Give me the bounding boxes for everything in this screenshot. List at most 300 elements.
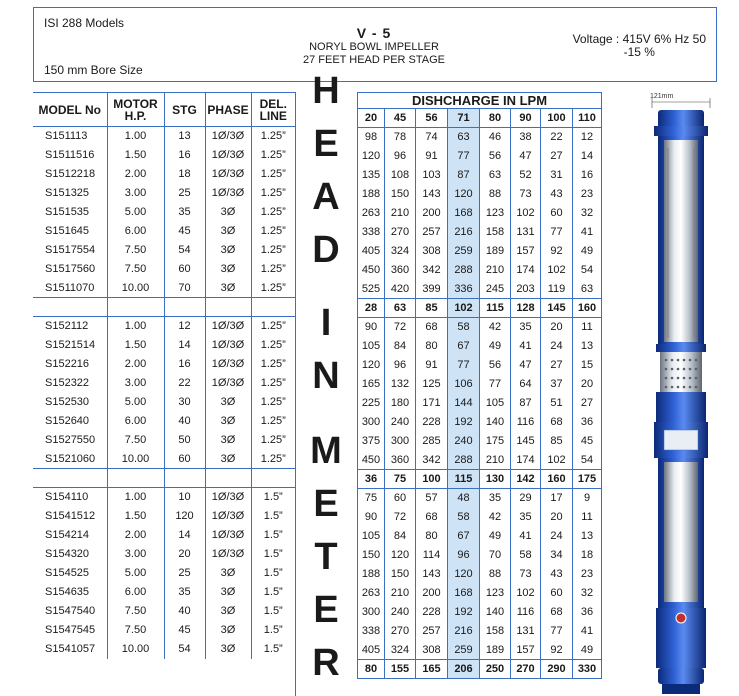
del-cell: 1.25” (251, 260, 295, 279)
head-cell: 9 (573, 489, 602, 508)
head-cell: 11 (573, 318, 602, 337)
head-cell: 20 (541, 508, 573, 527)
head-cell: 263 (358, 584, 385, 603)
head-cell: 58 (448, 318, 480, 337)
flow-cell: 28 (358, 299, 385, 318)
table-row (33, 488, 295, 507)
head-cell: 116 (511, 603, 541, 622)
head-cell: 72 (385, 318, 416, 337)
blank-cell (251, 469, 295, 488)
stg-cell: 45 (164, 222, 205, 241)
head-cell: 63 (480, 166, 511, 185)
vertical-letter: N (312, 355, 340, 397)
head-cell: 43 (541, 185, 573, 204)
vertical-letter: A (312, 176, 340, 218)
head-cell: 140 (480, 603, 511, 622)
hp-cell: 10.00 (107, 640, 164, 659)
head-row (358, 565, 602, 584)
head-cell: 144 (448, 394, 480, 413)
flow-cell: 80 (358, 660, 385, 679)
model-cell: S151645 (45, 225, 90, 237)
head-cell: 58 (511, 546, 541, 565)
flow-cell: 206 (448, 660, 480, 679)
table-row (33, 640, 295, 659)
blank-row (33, 298, 295, 317)
head-cell: 47 (511, 147, 541, 166)
hp-cell: 7.50 (107, 260, 164, 279)
phase-cell: 1Ø/3Ø (205, 184, 251, 203)
head-cell: 145 (511, 432, 541, 451)
flow-cell: 36 (358, 470, 385, 489)
head-cell: 43 (541, 565, 573, 584)
head-cell: 210 (480, 451, 511, 470)
head-cell: 54 (573, 261, 602, 280)
flow-cell: 90 (511, 109, 541, 128)
head-cell: 171 (416, 394, 448, 413)
stg-cell: 120 (164, 507, 205, 526)
head-cell: 188 (358, 185, 385, 204)
model-cell: S154214 (45, 529, 90, 541)
head-cell: 15 (573, 356, 602, 375)
head-cell: 96 (385, 147, 416, 166)
model-cell: S154635 (45, 586, 90, 598)
head-cell: 150 (358, 546, 385, 565)
head-cell: 200 (416, 204, 448, 223)
hp-cell: 1.00 (107, 317, 164, 336)
del-cell: 1.5” (251, 583, 295, 602)
blank-cell (107, 469, 164, 488)
model-cell: S152216 (45, 358, 90, 370)
del-cell: 1.25” (251, 222, 295, 241)
head-cell: 77 (541, 622, 573, 641)
hp-cell: 6.00 (107, 412, 164, 431)
head-cell: 11 (573, 508, 602, 527)
head-cell: 174 (511, 261, 541, 280)
flow-cell: 128 (511, 299, 541, 318)
flow-cell: 250 (480, 660, 511, 679)
head-cell: 32 (573, 204, 602, 223)
del-cell: 1.5” (251, 621, 295, 640)
head-cell: 285 (416, 432, 448, 451)
del-cell: 1.5” (251, 488, 295, 507)
hp-cell: 10.00 (107, 279, 164, 298)
voltage-line-1: Voltage : 415V 6% Hz 50 (572, 32, 706, 46)
flow-cell: 165 (416, 660, 448, 679)
del-cell: 1.5” (251, 602, 295, 621)
head-cell: 84 (385, 337, 416, 356)
head-cell: 259 (448, 641, 480, 660)
hp-cell: 7.50 (107, 241, 164, 260)
del-cell: 1.25” (251, 450, 295, 469)
hp-cell: 5.00 (107, 203, 164, 222)
head-cell: 49 (480, 337, 511, 356)
head-cell: 56 (480, 356, 511, 375)
head-cell: 60 (385, 489, 416, 508)
stg-cell: 14 (164, 526, 205, 545)
head-row (358, 375, 602, 394)
phase-cell: 1Ø/3Ø (205, 355, 251, 374)
head-cell: 23 (573, 565, 602, 584)
model-cell: S1517554 (45, 244, 96, 256)
head-cell: 300 (358, 603, 385, 622)
table-row (33, 336, 295, 355)
flow-cell: 100 (541, 109, 573, 128)
head-cell: 131 (511, 223, 541, 242)
head-cell: 98 (358, 128, 385, 147)
model-cell: S152640 (45, 415, 90, 427)
flow-row (358, 109, 602, 128)
model-cell: S152112 (45, 320, 89, 333)
phase-cell: 3Ø (205, 640, 251, 659)
table-row (33, 564, 295, 583)
phase-cell: 1Ø/3Ø (205, 317, 251, 336)
phase-cell: 3Ø (205, 203, 251, 222)
head-cell: 120 (448, 565, 480, 584)
head-cell: 88 (480, 565, 511, 584)
phase-cell: 3Ø (205, 393, 251, 412)
phase-cell: 3Ø (205, 621, 251, 640)
flow-cell: 75 (385, 470, 416, 489)
head-row (358, 166, 602, 185)
col-phase-header: PHASE (205, 93, 251, 127)
head-cell: 96 (385, 356, 416, 375)
flow-cell: 63 (385, 299, 416, 318)
head-cell: 158 (480, 223, 511, 242)
head-cell: 20 (541, 318, 573, 337)
stg-cell: 16 (164, 146, 205, 165)
head-cell: 80 (416, 527, 448, 546)
hp-cell: 7.50 (107, 621, 164, 640)
phase-cell: 3Ø (205, 583, 251, 602)
head-cell: 203 (511, 280, 541, 299)
phase-cell: 3Ø (205, 279, 251, 298)
head-cell: 288 (448, 261, 480, 280)
head-cell: 210 (385, 204, 416, 223)
flow-cell: 330 (573, 660, 602, 679)
table-row (33, 146, 295, 165)
table-row (33, 621, 295, 640)
head-cell: 87 (448, 166, 480, 185)
head-row (358, 394, 602, 413)
table-row (33, 450, 295, 469)
head-cell: 63 (573, 280, 602, 299)
head-cell: 60 (541, 204, 573, 223)
head-cell: 300 (358, 413, 385, 432)
head-row (358, 508, 602, 527)
head-cell: 216 (448, 223, 480, 242)
head-cell: 140 (480, 413, 511, 432)
head-cell: 525 (358, 280, 385, 299)
head-cell: 150 (385, 185, 416, 204)
head-cell: 68 (541, 603, 573, 622)
flow-cell: 155 (385, 660, 416, 679)
flow-cell: 160 (541, 470, 573, 489)
head-row (358, 356, 602, 375)
hp-cell: 6.00 (107, 222, 164, 241)
blank-cell (205, 469, 251, 488)
model-cell: S1547545 (45, 624, 96, 636)
phase-cell: 3Ø (205, 564, 251, 583)
head-cell: 68 (541, 413, 573, 432)
phase-cell: 1Ø/3Ø (205, 374, 251, 393)
head-cell: 49 (480, 527, 511, 546)
flow-cell: 270 (511, 660, 541, 679)
head-cell: 96 (448, 546, 480, 565)
head-cell: 49 (573, 641, 602, 660)
head-cell: 336 (448, 280, 480, 299)
stg-cell: 40 (164, 602, 205, 621)
head-cell: 360 (385, 451, 416, 470)
stg-cell: 35 (164, 203, 205, 222)
hp-cell: 2.00 (107, 526, 164, 545)
col-del-header: DEL. LINE (251, 93, 295, 127)
stg-cell: 22 (164, 374, 205, 393)
flow-cell: 100 (416, 470, 448, 489)
pump-illustration (628, 88, 739, 696)
hp-cell: 1.50 (107, 507, 164, 526)
del-cell: 1.25” (251, 203, 295, 222)
head-row (358, 185, 602, 204)
flow-cell: 142 (511, 470, 541, 489)
head-cell: 308 (416, 641, 448, 660)
head-cell: 92 (541, 641, 573, 660)
stg-cell: 18 (164, 165, 205, 184)
head-cell: 41 (573, 622, 602, 641)
phase-cell: 1Ø/3Ø (205, 545, 251, 564)
vertical-letter: H (312, 70, 340, 112)
head-cell: 324 (385, 641, 416, 660)
head-cell: 257 (416, 622, 448, 641)
phase-cell: 3Ø (205, 602, 251, 621)
model-cell: S1521514 (45, 339, 96, 351)
head-cell: 68 (416, 318, 448, 337)
head-cell: 157 (511, 641, 541, 660)
head-cell: 270 (385, 622, 416, 641)
stg-cell: 45 (164, 621, 205, 640)
head-cell: 200 (416, 584, 448, 603)
head-cell: 77 (480, 375, 511, 394)
flow-cell: 20 (358, 109, 385, 128)
head-cell: 132 (385, 375, 416, 394)
vertical-head-in-meter (295, 70, 357, 696)
head-row (358, 432, 602, 451)
model-cell: S152322 (45, 377, 90, 389)
head-cell: 192 (448, 603, 480, 622)
head-cell: 85 (541, 432, 573, 451)
model-cell: S1527550 (45, 434, 96, 446)
head-cell: 263 (358, 204, 385, 223)
head-row (358, 280, 602, 299)
isi-models-label: ISI 288 Models (44, 16, 125, 30)
head-cell: 23 (573, 185, 602, 204)
stg-cell: 14 (164, 336, 205, 355)
model-cell: S152530 (45, 396, 90, 408)
flow-cell: 130 (480, 470, 511, 489)
head-row (358, 147, 602, 166)
hp-cell: 3.00 (107, 374, 164, 393)
table-row (33, 583, 295, 602)
head-cell: 16 (573, 166, 602, 185)
del-cell: 1.25” (251, 431, 295, 450)
stg-cell: 25 (164, 184, 205, 203)
phase-cell: 3Ø (205, 450, 251, 469)
head-cell: 102 (511, 584, 541, 603)
head-cell: 29 (511, 489, 541, 508)
head-cell: 106 (448, 375, 480, 394)
vertical-letter: E (313, 483, 339, 525)
head-row (358, 128, 602, 147)
header-box (33, 7, 717, 82)
phase-cell: 3Ø (205, 222, 251, 241)
head-cell: 143 (416, 565, 448, 584)
del-cell: 1.25” (251, 165, 295, 184)
stg-cell: 60 (164, 260, 205, 279)
head-cell: 84 (385, 527, 416, 546)
head-cell: 49 (573, 242, 602, 261)
head-cell: 175 (480, 432, 511, 451)
footer-flow-row (358, 660, 602, 679)
flow-row (358, 299, 602, 318)
stg-cell: 13 (164, 127, 205, 146)
hp-cell: 1.50 (107, 336, 164, 355)
head-cell: 20 (573, 375, 602, 394)
stg-cell: 30 (164, 393, 205, 412)
model-cell: S151325 (45, 187, 90, 199)
head-cell: 58 (448, 508, 480, 527)
blank-cell (33, 298, 107, 317)
stg-cell: 25 (164, 564, 205, 583)
head-cell: 245 (480, 280, 511, 299)
head-cell: 22 (541, 128, 573, 147)
blank-cell (205, 298, 251, 317)
head-cell: 67 (448, 337, 480, 356)
head-row (358, 622, 602, 641)
head-cell: 38 (511, 128, 541, 147)
head-cell: 24 (541, 527, 573, 546)
stg-cell: 20 (164, 545, 205, 564)
head-cell: 56 (480, 147, 511, 166)
head-cell: 342 (416, 261, 448, 280)
head-cell: 32 (573, 584, 602, 603)
vertical-letter: T (314, 536, 338, 578)
head-cell: 51 (541, 394, 573, 413)
head-cell: 73 (511, 185, 541, 204)
head-cell: 102 (541, 451, 573, 470)
flow-cell: 115 (480, 299, 511, 318)
flow-cell: 56 (416, 109, 448, 128)
phase-cell: 3Ø (205, 260, 251, 279)
head-cell: 131 (511, 622, 541, 641)
head-cell: 27 (541, 147, 573, 166)
del-cell: 1.25” (251, 393, 295, 412)
table-row (33, 412, 295, 431)
blank-cell (251, 298, 295, 317)
head-cell: 12 (573, 128, 602, 147)
voltage-block (573, 33, 706, 59)
table-row (33, 260, 295, 279)
model-title: V - 5 (356, 25, 392, 41)
hp-cell: 10.00 (107, 450, 164, 469)
head-cell: 74 (416, 128, 448, 147)
flow-cell: 115 (448, 470, 480, 489)
head-cell: 41 (573, 223, 602, 242)
stg-cell: 54 (164, 640, 205, 659)
model-cell: S1511070 (45, 281, 95, 294)
phase-cell: 1Ø/3Ø (205, 526, 251, 545)
head-cell: 41 (511, 527, 541, 546)
flow-cell: 290 (541, 660, 573, 679)
del-cell: 1.25” (251, 146, 295, 165)
pump-dimension-label: 121mm (650, 93, 674, 100)
head-cell: 103 (416, 166, 448, 185)
head-cell: 338 (358, 223, 385, 242)
head-cell: 13 (573, 337, 602, 356)
head-cell: 157 (511, 242, 541, 261)
model-cell: S154525 (45, 567, 90, 579)
table-row (33, 279, 295, 298)
flow-row (358, 470, 602, 489)
del-cell: 1.25” (251, 184, 295, 203)
hp-cell: 6.00 (107, 583, 164, 602)
head-row (358, 641, 602, 660)
del-cell: 1.25” (251, 336, 295, 355)
col-motor-header: MOTOR H.P. (107, 93, 164, 127)
head-cell: 189 (480, 641, 511, 660)
head-row (358, 603, 602, 622)
head-cell: 90 (358, 318, 385, 337)
blank-cell (164, 298, 205, 317)
head-cell: 405 (358, 242, 385, 261)
head-row (358, 451, 602, 470)
head-cell: 180 (385, 394, 416, 413)
vertical-letter: E (313, 123, 339, 165)
head-cell: 78 (385, 128, 416, 147)
head-cell: 14 (573, 147, 602, 166)
blank-cell (33, 469, 107, 488)
flow-cell: 160 (573, 299, 602, 318)
stg-cell: 50 (164, 431, 205, 450)
head-cell: 119 (541, 280, 573, 299)
flow-cell: 71 (448, 109, 480, 128)
table-row (33, 355, 295, 374)
head-cell: 36 (573, 603, 602, 622)
head-cell: 27 (541, 356, 573, 375)
subtitle-impeller: NORYL BOWL IMPELLER (309, 41, 439, 53)
head-cell: 88 (480, 185, 511, 204)
head-cell: 37 (541, 375, 573, 394)
del-cell: 1.5” (251, 526, 295, 545)
head-cell: 27 (573, 394, 602, 413)
stg-cell: 10 (164, 488, 205, 507)
model-cell: S1541512 (45, 510, 96, 522)
head-cell: 87 (511, 394, 541, 413)
head-cell: 192 (448, 413, 480, 432)
del-cell: 1.5” (251, 640, 295, 659)
head-cell: 114 (416, 546, 448, 565)
spec-table-body (33, 127, 295, 659)
head-cell: 210 (385, 584, 416, 603)
head-cell: 225 (358, 394, 385, 413)
vertical-letter: I (320, 302, 332, 344)
head-cell: 102 (541, 261, 573, 280)
spec-table (33, 92, 295, 659)
flow-cell: 45 (385, 109, 416, 128)
head-cell: 105 (480, 394, 511, 413)
blank-row (33, 469, 295, 488)
head-cell: 36 (573, 413, 602, 432)
stg-cell: 54 (164, 241, 205, 260)
head-cell: 143 (416, 185, 448, 204)
